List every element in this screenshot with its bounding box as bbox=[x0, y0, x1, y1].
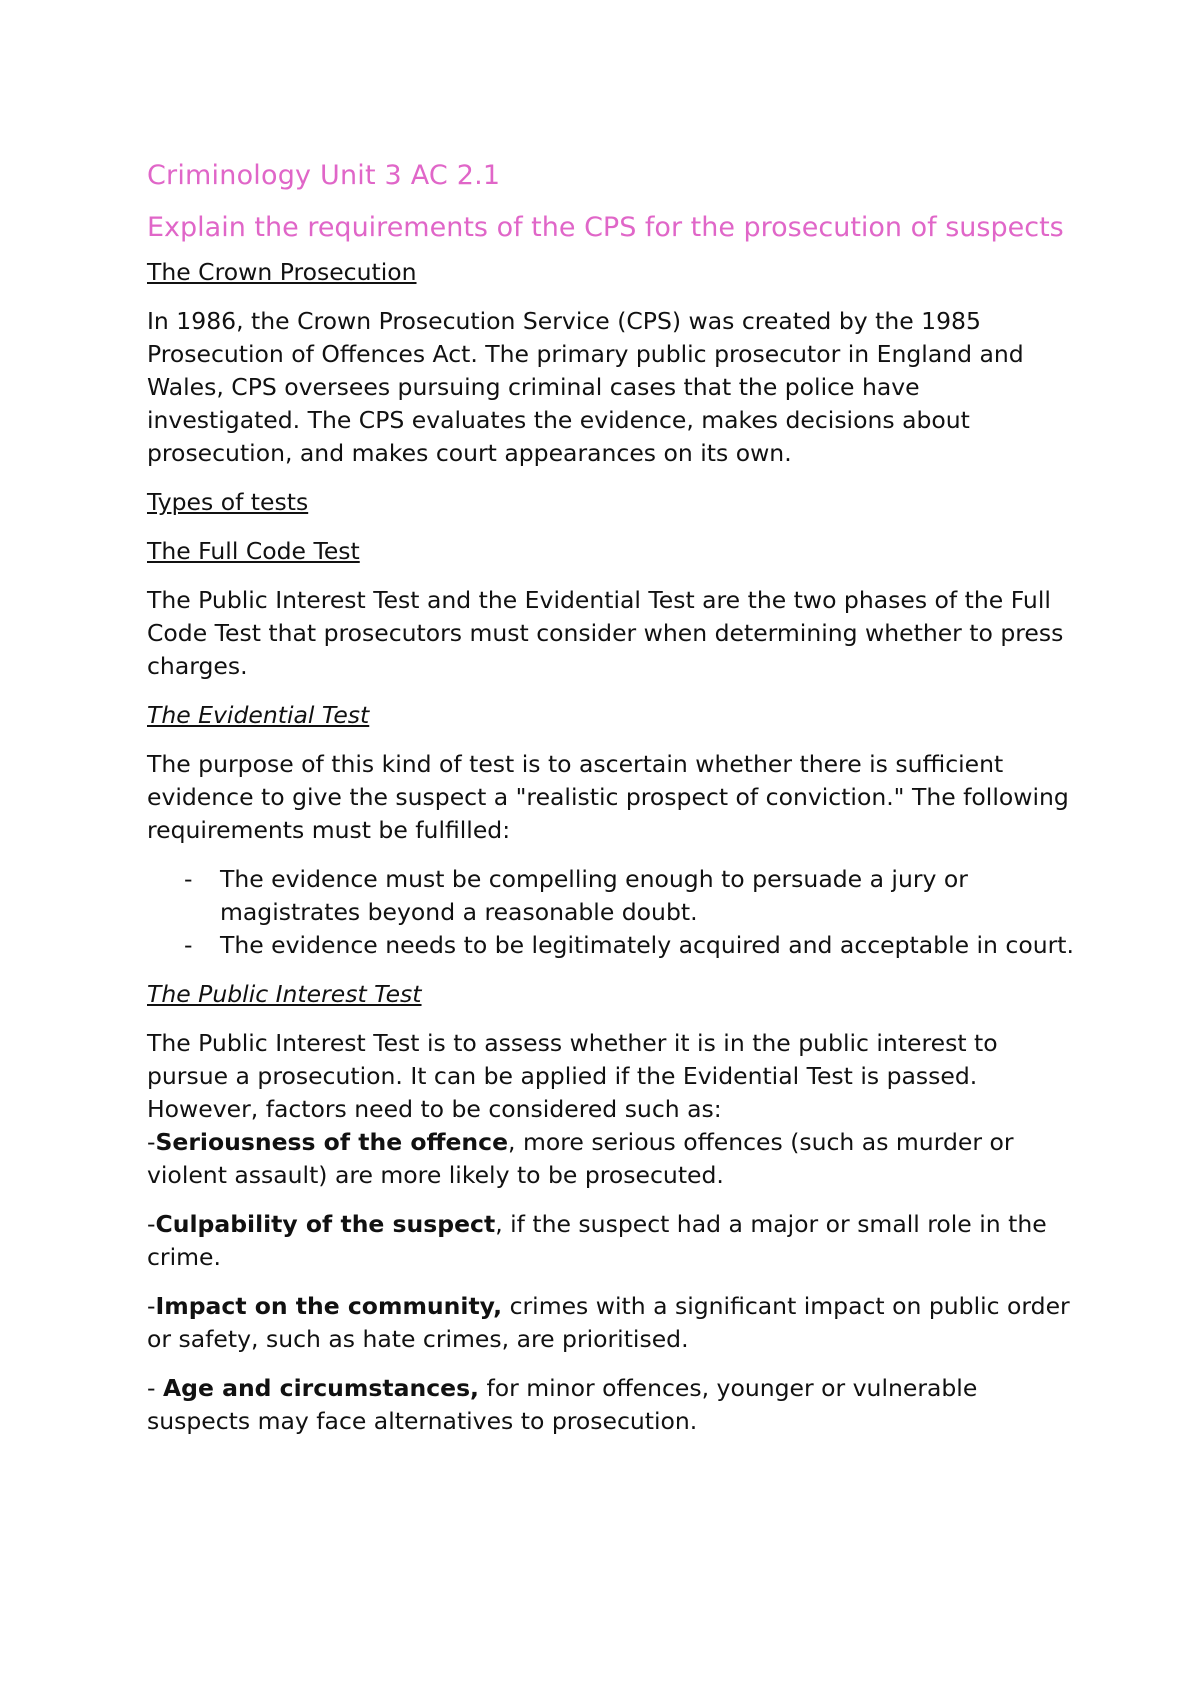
factor-label: Impact on the community, bbox=[155, 1292, 503, 1321]
section-heading-public-interest-test: The Public Interest Test bbox=[147, 980, 422, 1009]
factor-prefix: - bbox=[147, 1292, 156, 1321]
list-item bbox=[147, 863, 1080, 929]
factor-prefix: - bbox=[147, 1374, 163, 1403]
evidential-requirements-list bbox=[147, 863, 1080, 962]
factor-text: for minor offences, younger or vulnerable suspects may face alternatives to prosecution. bbox=[147, 1374, 978, 1436]
factor-seriousness bbox=[147, 1126, 1080, 1192]
factor-community-impact bbox=[147, 1290, 1080, 1356]
factor-text: , more serious offences (such as murder or violent assault) are more likely to be prosecuted. bbox=[147, 1128, 1014, 1190]
paragraph-evidential-test: The purpose of this kind of test is to ascertain whether there is sufficient evidence to give the suspect a "realistic prospect of conviction." The following requirements must be fulfilled: bbox=[147, 750, 1069, 845]
factor-text: , if the suspect had a major or small role in the crime. bbox=[147, 1210, 1047, 1272]
factor-prefix: - bbox=[147, 1128, 156, 1157]
factor-text: crimes with a significant impact on public order or safety, such as hate crimes, are prioritised. bbox=[147, 1292, 1070, 1354]
document-title: Criminology Unit 3 AC 2.1 bbox=[147, 160, 501, 191]
factor-prefix: - bbox=[147, 1210, 156, 1239]
paragraph-crown-prosecution: In 1986, the Crown Prosecution Service (CPS) was created by the 1985 Prosecution of Offences Act. The primary public prosecutor in England and Wales, CPS oversees pursuing criminal cases that the police have investigated. The CPS evaluates the evidence, makes decisions about prosecution, and makes court appearances on its own. bbox=[147, 307, 1024, 468]
bullet-dash: - bbox=[184, 931, 193, 960]
section-heading-evidential-test: The Evidential Test bbox=[147, 701, 370, 730]
factor-label: Seriousness of the offence bbox=[155, 1128, 509, 1157]
factor-culpability bbox=[147, 1208, 1080, 1274]
list-item bbox=[147, 929, 1080, 962]
document-subtitle: Explain the requirements of the CPS for the prosecution of suspects bbox=[147, 212, 1064, 244]
section-heading-types-of-tests: Types of tests bbox=[147, 488, 309, 517]
factor-label: Culpability of the suspect bbox=[155, 1210, 496, 1239]
paragraph-public-interest-test: The Public Interest Test is to assess whether it is in the public interest to pursue a prosecution. It can be applied if the Evidential Test is passed. However, factors need to be considered such as: bbox=[147, 1029, 998, 1124]
list-item-text: The evidence must be compelling enough to persuade a jury or magistrates beyond a reasonable doubt. bbox=[220, 865, 968, 927]
factor-label: Age and circumstances, bbox=[162, 1374, 479, 1403]
factor-age-circumstances bbox=[147, 1372, 1080, 1438]
bullet-dash: - bbox=[184, 865, 193, 894]
list-item-text: The evidence needs to be legitimately acquired and acceptable in court. bbox=[220, 931, 1074, 960]
section-heading-crown-prosecution: The Crown Prosecution bbox=[147, 258, 417, 287]
section-heading-full-code-test: The Full Code Test bbox=[147, 537, 360, 566]
paragraph-full-code-test: The Public Interest Test and the Evidential Test are the two phases of the Full Code Test that prosecutors must consider when determining whether to press charges. bbox=[147, 586, 1064, 681]
